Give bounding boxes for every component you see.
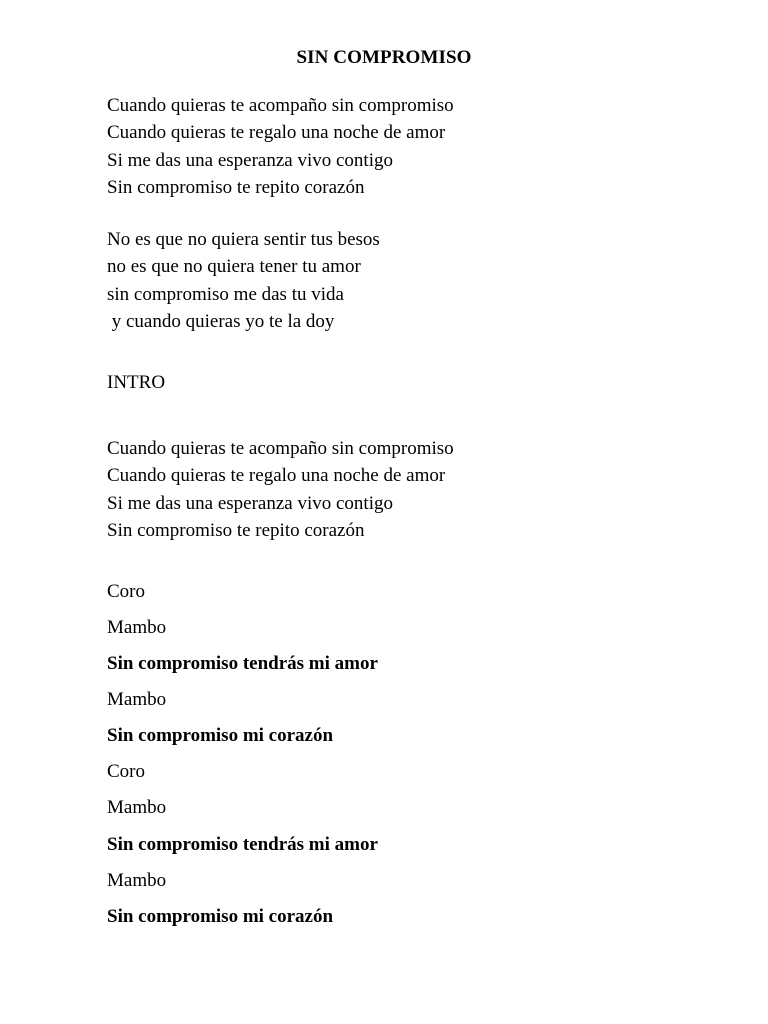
verse-line: No es que no quiera sentir tus besos — [107, 229, 380, 250]
chorus-line: Coro — [107, 761, 145, 782]
chorus-line-bold: Sin compromiso mi corazón — [107, 906, 334, 927]
verse-line: Cuando quieras te acompaño sin compromiso — [107, 438, 454, 459]
chorus-line: Mambo — [107, 689, 167, 710]
verse-line: sin compromiso me das tu vida — [107, 283, 344, 305]
verse-line: Sin compromiso te repito corazón — [107, 519, 365, 541]
chorus-line: Coro — [107, 581, 145, 602]
verse-line: no es que no quiera tener tu amor — [107, 256, 361, 278]
chorus-line-bold: Sin compromiso tendrás mi amor — [107, 834, 378, 855]
chorus-line-bold: Sin compromiso mi corazón — [107, 725, 334, 746]
verse-line: Cuando quieras te regalo una noche de amor — [107, 465, 446, 487]
chorus-line: Mambo — [107, 617, 167, 638]
chorus-line-bold: Sin compromiso tendrás mi amor — [107, 653, 378, 674]
verse-line: y cuando quieras yo te la doy — [107, 310, 335, 332]
verse-line: Si me das una esperanza vivo contigo — [107, 149, 393, 171]
verse-1 — [107, 92, 454, 201]
verse-line: Cuando quieras te acompaño sin compromiso — [107, 95, 454, 116]
song-title: SIN COMPROMISO — [296, 47, 472, 68]
intro-label: INTRO — [107, 372, 166, 393]
verse-line: Cuando quieras te regalo una noche de amor — [107, 122, 446, 144]
verse-3 — [107, 435, 454, 544]
verse-line: Si me das una esperanza vivo contigo — [107, 492, 393, 514]
verse-2 — [107, 226, 380, 335]
chorus-line: Mambo — [107, 797, 167, 818]
chorus-line: Mambo — [107, 870, 167, 891]
verse-line: Sin compromiso te repito corazón — [107, 176, 365, 198]
